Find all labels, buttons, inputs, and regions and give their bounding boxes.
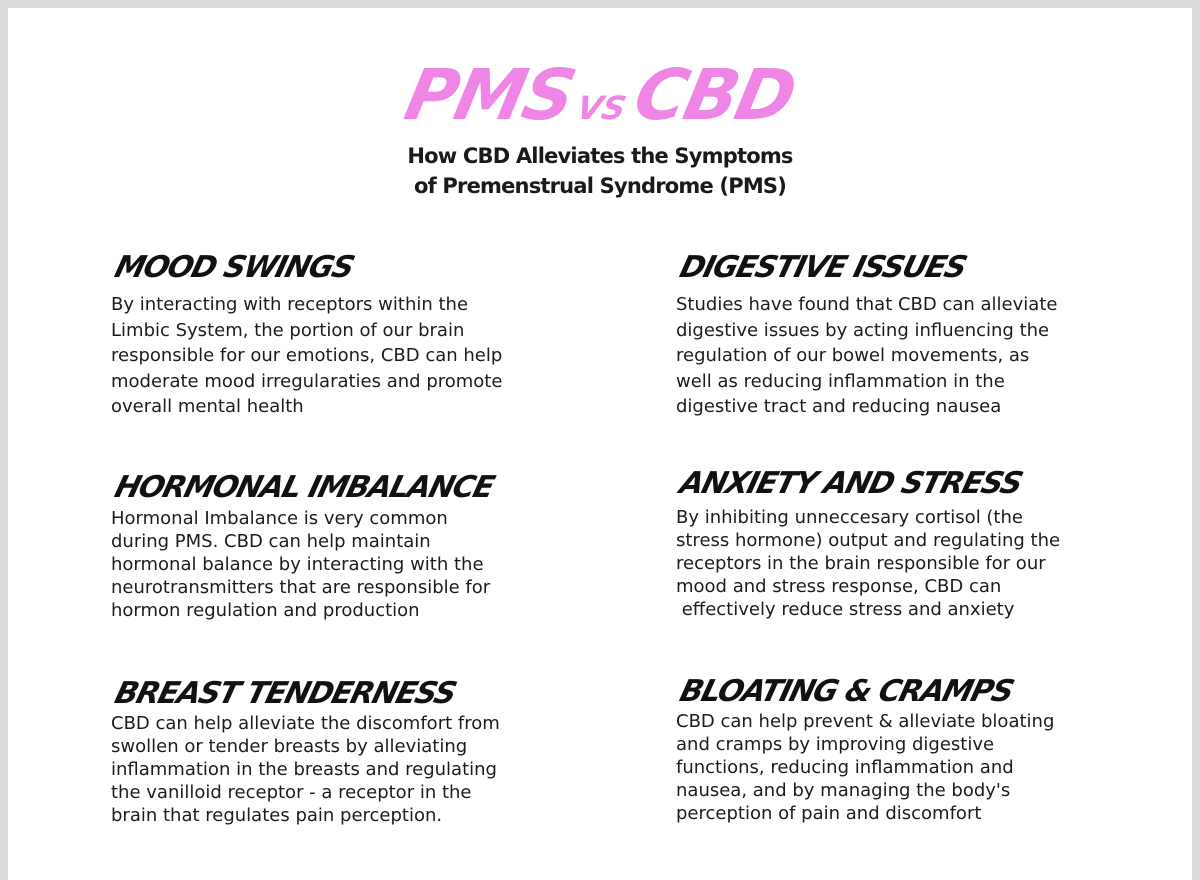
body-line: nausea, and by managing the body's [676,780,1011,801]
section-mood-swings [111,250,581,420]
body-line: moderate mood irregularaties and promote [111,370,503,392]
section-heading: DIGESTIVE ISSUES [676,250,970,285]
section-digestive-issues [676,250,1146,420]
body-line: By interacting with receptors within the [111,294,469,315]
section-body [111,292,581,420]
section-body [676,710,1146,825]
body-line: well as reducing inflammation in the [676,370,1005,392]
body-line: effectively reduce stress and anxiety [676,599,1015,620]
section-body [676,506,1146,621]
body-line: during PMS. CBD can help maintain [111,531,431,552]
hero-title-right: CBD [627,54,802,136]
body-line: Hormonal Imbalance is very common [111,508,448,529]
section-breast-tenderness [111,676,581,827]
subtitle [8,141,1192,201]
body-line: CBD can help prevent & alleviate bloating [676,711,1055,732]
hero-title-vs: VS [573,89,630,127]
subtitle-line-1: How CBD Alleviates the Symptoms [407,144,793,168]
body-line: perception of pain and discomfort [676,803,982,824]
body-line: the vanilloid receptor - a receptor in the [111,782,472,803]
body-line: brain that regulates pain perception. [111,805,443,826]
hero-title-left: PMS [398,54,582,136]
body-line: CBD can help alleviate the discomfort from [111,713,500,734]
body-line: neurotransmitters that are responsible for [111,577,491,598]
body-line: Limbic System, the portion of our brain [111,319,465,341]
subtitle-line-2: of Premenstrual Syndrome (PMS) [413,174,787,198]
body-line: hormonal balance by interacting with the [111,554,484,575]
section-heading: ANXIETY AND STRESS [676,466,1026,501]
section-hormonal-imbalance [111,470,581,622]
section-body [676,292,1146,420]
section-body [111,712,581,827]
body-line: stress hormone) output and regulating the [676,530,1061,551]
body-line: mood and stress response, CBD can [676,576,1002,597]
section-anxiety-and-stress [676,466,1146,621]
body-line: responsible for our emotions, CBD can help [111,345,503,366]
section-heading: BLOATING & CRAMPS [676,674,1017,709]
body-line: Studies have found that CBD can alleviate [676,294,1058,315]
body-line: functions, reducing inflammation and [676,757,1014,778]
section-heading: HORMONAL IMBALANCE [111,470,497,505]
body-line: hormon regulation and production [111,600,420,621]
body-line: inflammation in the breasts and regulating [111,759,497,780]
body-line: digestive tract and reducing nausea [676,396,1002,417]
hero-title [1,54,1200,136]
body-line: receptors in the brain responsible for our [676,553,1046,574]
body-line: overall mental health [111,396,304,417]
body-line: swollen or tender breasts by alleviating [111,736,468,757]
body-line: and cramps by improving digestive [676,734,995,755]
section-body [111,507,581,622]
section-heading: MOOD SWINGS [111,250,357,285]
body-line: regulation of our bowel movements, as [676,345,1030,366]
infographic-page [8,8,1192,880]
body-line: By inhibiting unneccesary cortisol (the [676,507,1023,528]
section-heading: BREAST TENDERNESS [111,676,459,711]
body-line: digestive issues by acting influencing the [676,319,1050,341]
section-bloating-and-cramps [676,674,1146,825]
